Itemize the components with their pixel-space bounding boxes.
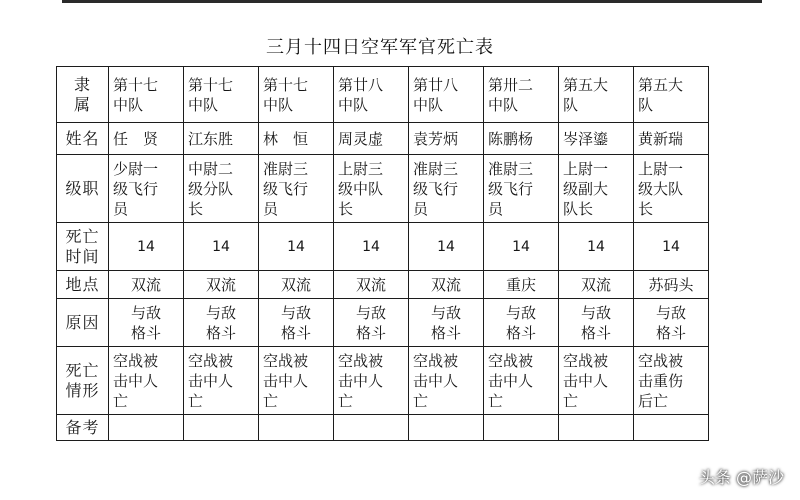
cell-text-time: 14 (212, 238, 230, 255)
cell-text-rank: 准尉三 级飞行 员 (263, 159, 309, 218)
cell-text-time: 14 (287, 238, 305, 255)
cell-text-circumstance: 空战被 击中人 亡 (413, 351, 459, 410)
row-label-cause (57, 299, 109, 347)
cell-text-place: 重庆 (505, 275, 536, 294)
cell-place (484, 271, 559, 299)
cell-text-circumstance: 空战被 击重伤 后亡 (638, 351, 684, 410)
row-label-text: 死亡 时间 (65, 226, 100, 266)
table-row-rank (57, 155, 709, 223)
table-row-name (57, 123, 709, 155)
cell-remarks (409, 415, 484, 441)
cell-text-unit: 第五大 队 (638, 75, 684, 114)
cell-rank (559, 155, 634, 223)
cell-name (559, 123, 634, 155)
table-row-remarks (57, 415, 709, 441)
watermark: 头条 @萨沙 (698, 468, 784, 487)
cell-cause (109, 299, 184, 347)
row-label-remarks (57, 415, 109, 441)
cell-cause (334, 299, 409, 347)
cell-name (334, 123, 409, 155)
cell-time (184, 223, 259, 271)
cell-name (409, 123, 484, 155)
cell-text-rank: 少尉一 级飞行 员 (113, 159, 159, 218)
cell-unit (409, 67, 484, 123)
row-label-time (57, 223, 109, 271)
cell-circumstance (409, 347, 484, 415)
cell-text-name: 岑泽鎏 (563, 129, 609, 148)
cell-remarks (559, 415, 634, 441)
cell-text-name: 江东胜 (188, 129, 234, 148)
cell-text-name: 任 贤 (113, 129, 159, 148)
cell-text-rank: 上尉一 级大队 长 (638, 159, 684, 218)
row-label-rank (57, 155, 109, 223)
cell-circumstance (259, 347, 334, 415)
cell-rank (634, 155, 709, 223)
cell-cause (634, 299, 709, 347)
cell-name (109, 123, 184, 155)
cell-unit (184, 67, 259, 123)
cell-unit (559, 67, 634, 123)
cell-text-name: 陈鹏杨 (488, 129, 534, 148)
cell-place (109, 271, 184, 299)
cell-text-name: 周灵虚 (338, 129, 384, 148)
cell-text-name: 袁芳炳 (413, 129, 459, 148)
cell-circumstance (184, 347, 259, 415)
row-label-text: 地点 (65, 274, 100, 294)
cell-circumstance (484, 347, 559, 415)
cell-text-time: 14 (362, 238, 380, 255)
row-label-text: 原因 (65, 312, 100, 332)
cell-circumstance (559, 347, 634, 415)
cell-text-rank: 上尉三 级中队 长 (338, 159, 384, 218)
cell-remarks (259, 415, 334, 441)
cell-rank (184, 155, 259, 223)
cell-text-unit: 第十七 中队 (263, 75, 309, 114)
row-label-text: 隶 属 (73, 74, 91, 114)
cell-rank (334, 155, 409, 223)
cell-text-place: 双流 (580, 275, 611, 294)
cell-text-cause: 与敌 格斗 (205, 303, 236, 342)
cell-text-rank: 准尉三 级飞行 员 (413, 159, 459, 218)
cell-remarks (634, 415, 709, 441)
cell-unit (259, 67, 334, 123)
document-title: 三月十四日空军军官死亡表 (266, 37, 494, 58)
cell-text-place: 双流 (355, 275, 386, 294)
cell-circumstance (109, 347, 184, 415)
table-body (57, 67, 709, 441)
row-label-text: 备考 (65, 417, 100, 437)
cell-text-circumstance: 空战被 击中人 亡 (563, 351, 609, 410)
cell-text-cause: 与敌 格斗 (505, 303, 536, 342)
table-row-place (57, 271, 709, 299)
casualty-table (56, 66, 709, 441)
cell-text-name: 林 恒 (263, 129, 309, 148)
cell-remarks (109, 415, 184, 441)
cell-text-unit: 第十七 中队 (188, 75, 234, 114)
cell-text-time: 14 (587, 238, 605, 255)
cell-place (184, 271, 259, 299)
row-label-text: 姓名 (65, 128, 100, 148)
cell-rank (109, 155, 184, 223)
cell-unit (634, 67, 709, 123)
cell-time (334, 223, 409, 271)
row-label-unit (57, 67, 109, 123)
cell-rank (409, 155, 484, 223)
cell-cause (559, 299, 634, 347)
cell-circumstance (634, 347, 709, 415)
cell-time (109, 223, 184, 271)
cell-time (634, 223, 709, 271)
cell-place (259, 271, 334, 299)
cell-unit (484, 67, 559, 123)
cell-rank (484, 155, 559, 223)
row-label-circumstance (57, 347, 109, 415)
cell-unit (109, 67, 184, 123)
cell-text-time: 14 (137, 238, 155, 255)
cell-name (634, 123, 709, 155)
cell-text-place: 双流 (205, 275, 236, 294)
cell-text-time: 14 (662, 238, 680, 255)
cell-name (184, 123, 259, 155)
cell-time (409, 223, 484, 271)
cell-circumstance (334, 347, 409, 415)
cell-text-unit: 第五大 队 (563, 75, 609, 114)
cell-text-circumstance: 空战被 击中人 亡 (113, 351, 159, 410)
table-row-unit (57, 67, 709, 123)
cell-cause (484, 299, 559, 347)
cell-cause (259, 299, 334, 347)
cell-text-name: 黄新瑞 (638, 129, 684, 148)
table-row-circumstance (57, 347, 709, 415)
cell-text-place: 双流 (430, 275, 461, 294)
cell-text-circumstance: 空战被 击中人 亡 (188, 351, 234, 410)
cell-rank (259, 155, 334, 223)
cell-text-cause: 与敌 格斗 (580, 303, 611, 342)
cell-text-rank: 上尉一 级副大 队长 (563, 159, 609, 218)
cell-time (559, 223, 634, 271)
cell-text-time: 14 (512, 238, 530, 255)
row-label-place (57, 271, 109, 299)
cell-text-circumstance: 空战被 击中人 亡 (338, 351, 384, 410)
table-row-time (57, 223, 709, 271)
cell-time (484, 223, 559, 271)
cell-text-cause: 与敌 格斗 (280, 303, 311, 342)
cell-remarks (484, 415, 559, 441)
cell-remarks (184, 415, 259, 441)
cell-text-unit: 第十七 中队 (113, 75, 159, 114)
cell-text-unit: 第廿八 中队 (413, 75, 459, 114)
top-border-line (62, 0, 762, 3)
cell-place (334, 271, 409, 299)
cell-place (559, 271, 634, 299)
cell-text-place: 双流 (130, 275, 161, 294)
row-label-text: 级职 (65, 178, 100, 198)
cell-place (634, 271, 709, 299)
cell-text-cause: 与敌 格斗 (130, 303, 161, 342)
cell-text-cause: 与敌 格斗 (655, 303, 686, 342)
cell-text-rank: 准尉三 级飞行 员 (488, 159, 534, 218)
cell-name (259, 123, 334, 155)
cell-text-time: 14 (437, 238, 455, 255)
row-label-name (57, 123, 109, 155)
cell-text-cause: 与敌 格斗 (430, 303, 461, 342)
cell-place (409, 271, 484, 299)
cell-text-place: 苏码头 (648, 275, 694, 294)
cell-text-circumstance: 空战被 击中人 亡 (488, 351, 534, 410)
table-row-cause (57, 299, 709, 347)
cell-name (484, 123, 559, 155)
cell-text-unit: 第廿八 中队 (338, 75, 384, 114)
cell-text-place: 双流 (280, 275, 311, 294)
cell-unit (334, 67, 409, 123)
cell-text-rank: 中尉二 级分队 长 (188, 159, 234, 218)
cell-text-circumstance: 空战被 击中人 亡 (263, 351, 309, 410)
cell-remarks (334, 415, 409, 441)
cell-cause (409, 299, 484, 347)
cell-text-unit: 第卅二 中队 (488, 75, 534, 114)
cell-text-cause: 与敌 格斗 (355, 303, 386, 342)
cell-cause (184, 299, 259, 347)
row-label-text: 死亡 情形 (65, 360, 100, 400)
cell-time (259, 223, 334, 271)
